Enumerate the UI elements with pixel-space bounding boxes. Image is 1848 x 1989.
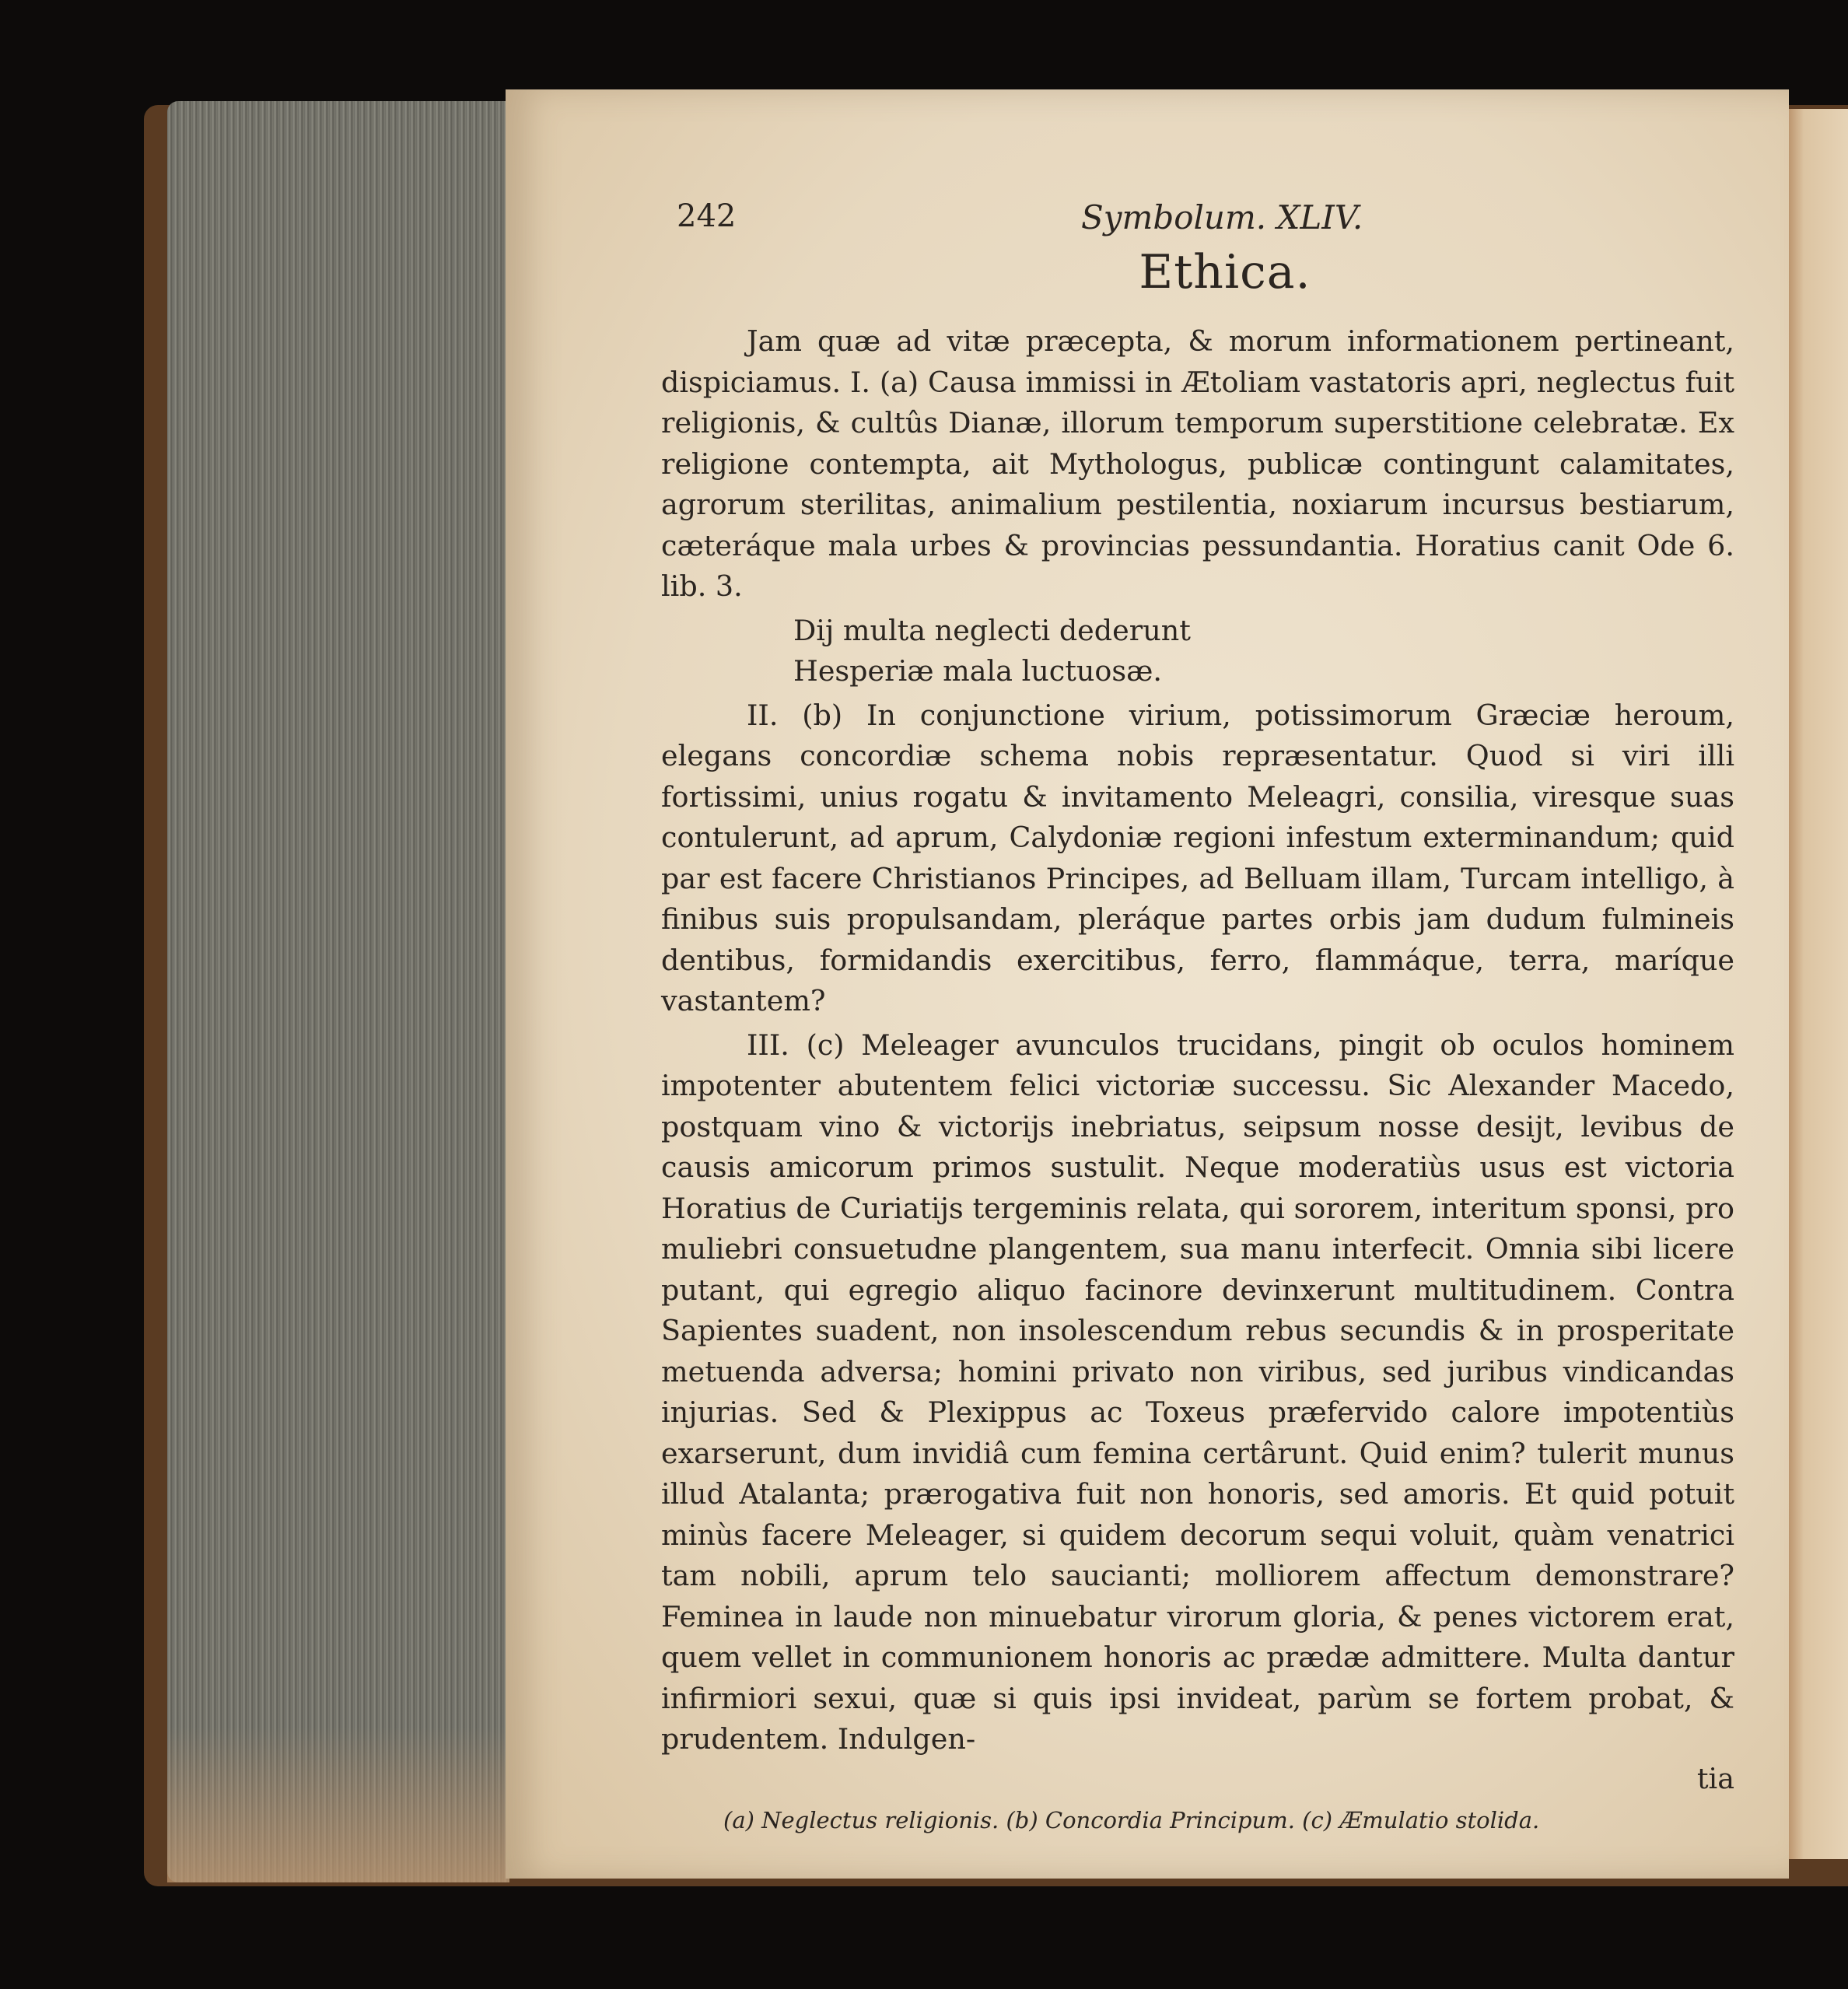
- page-number: 242: [677, 198, 737, 234]
- verse-quote: [661, 611, 1734, 692]
- paragraph-2: II. (b) In conjunctione virium, potissimorum Græciæ heroum, elegans concordiæ schema nobis repræsentatur. Quod si viri illi fortissimi, unius rogatu & invitamento Meleagri, consilia, viresque suas contulerunt, ad aprum, Calydoniæ regioni infestum exterminandum; quid par est facere Christianos Principes, ad Belluam illam, Turcam intelligo, à finibus suis propulsandam, pleráque partes orbis jam dudum fulmineis dentibus, formidandis exercitibus, ferro, flammáque, terra, maríque vastantem?: [661, 698, 1734, 1017]
- paragraph-3: III. (c) Meleager avunculos trucidans, pingit ob oculos hominem impotenter abutentem felici victoriæ successu. Sic Alexander Macedo, postquam vino & victorijs inebriatus, seipsum nosse desijt, levibus de causis amicorum primos sustulit. Neque moderatiùs usus est victoria Horatius de Curiatijs tergeminis relata, qui sororem, interitum sponsi, pro muliebri consuetudne plangentem, sua manu interfecit. Omnia sibi licere putant, qui egregio aliquo facinore devinxerunt multitudinem. Contra Sapientes suadent, non insolescendum rebus secundis & in prosperitate metuenda adversa; homini privato non viribus, sed juribus vindicandas injurias. Sed & Plexippus ac Toxeus præfervido calore impotentiùs exarserunt, dum invidiâ cum femina certârunt. Quid enim? tulerit munus illud Atalanta; prærogativa fuit non honoris, sed amoris. Et quid potuit minùs facere Meleager, si quidem decorum sequi voluit, quàm venatrici tam nobili, aprum telo saucianti; molliorem affectum demonstrare? Feminea in laude non minuebatur virorum gloria, & penes victorem erat, quem vellet in communionem honoris ac prædæ admittere. Multa dantur infirmiori sexui, quæ si quis ipsi invideat, parùm se fortem probat, & prudentem. Indulgen-: [661, 1028, 1734, 1756]
- verse-line-2: Hesperiæ mala luctuosæ.: [793, 654, 1162, 688]
- running-head: [661, 198, 1734, 245]
- footnote: (a) Neglectus religionis. (b) Concordia Principum. (c) Æmulatio stolida.: [723, 1806, 1540, 1833]
- paragraph-1: Jam quæ ad vitæ præcepta, & morum informationem pertineant, dispiciamus. I. (a) Causa immissi in Ætoliam vastatoris apri, neglectus fuit religionis, & cultûs Dianæ, illorum temporum superstitione celebratæ. Ex religione contempta, ait Mythologus, publicæ contingunt calamitates, agrorum sterilitas, animalium pestilentia, noxiarum incursus bestiarum, cæteráque mala urbes & provincias pessundantia. Horatius canit Ode 6. lib. 3.: [661, 324, 1734, 603]
- facing-page-edge: [1785, 109, 1848, 1859]
- section-title: Ethica.: [1139, 245, 1311, 299]
- body-text: [661, 321, 1734, 1795]
- catchword: tia: [1696, 1761, 1734, 1795]
- verse-line-1: Dij multa neglecti dederunt: [793, 613, 1191, 647]
- running-title: Symbolum. XLIV.: [1081, 198, 1363, 236]
- page-text: [661, 198, 1734, 1833]
- page-edges: [167, 101, 509, 1882]
